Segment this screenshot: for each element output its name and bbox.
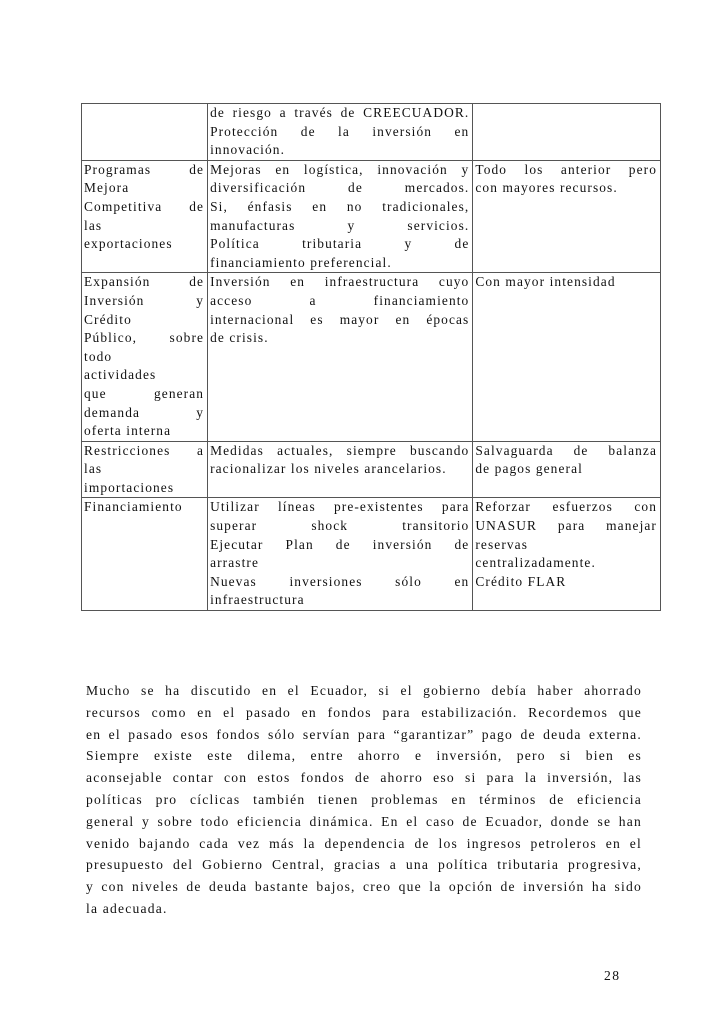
table-cell-recommendation [473,160,661,273]
paragraph-line: y con niveles de deuda bastante bajos, creo que la opción de inversión ha sido [86,879,642,895]
cell-text-line: importaciones [84,479,175,495]
cell-text-line: UNASUR para manejar [475,518,657,534]
cell-text-line: Inversión y [84,292,205,308]
cell-text-line: Expansión de [84,274,205,290]
cell-text-line: internacional es mayor en épocas [210,311,470,327]
table-cell-instrument [82,273,208,441]
cell-text-line: acceso a financiamiento [210,292,470,308]
table-cell-measures [208,441,473,498]
cell-text-line: de crisis. [210,330,269,346]
table-cell-recommendation [473,273,661,441]
cell-text-line: Con mayor intensidad [475,274,616,290]
cell-text-line: de pagos general [475,461,583,477]
cell-text-line: diversificación de mercados. [210,180,470,196]
table-cell-instrument [82,441,208,498]
cell-text-line: las [84,461,103,477]
cell-text-line: Salvaguarda de balanza [475,442,657,458]
policy-table-body [82,104,661,611]
cell-text-line: Mejora [84,180,130,196]
cell-text-line: todo [84,348,113,364]
paragraph-line: la adecuada. [86,900,168,916]
table-cell-instrument [82,160,208,273]
cell-text-line: centralizadamente. [475,555,596,571]
cell-text-line: Política tributaria y de [210,236,470,252]
cell-text-line: infraestructura [210,592,305,608]
paragraph-line: aconsejable contar con estos fondos de ahorro eso si para la inversión, las [86,770,642,786]
cell-text-line: innovación. [210,142,286,158]
cell-text-line: Financiamiento [84,499,183,515]
table-cell-measures [208,498,473,611]
table-row [82,441,661,498]
table-row [82,273,661,441]
paragraph-line: políticas pro cíclicas también tienen problemas en términos de eficiencia [86,791,642,807]
cell-text-line: de riesgo a través de CREECUADOR. [210,105,470,120]
cell-text-line: Crédito FLAR [475,573,567,589]
cell-text-line: Inversión en infraestructura cuyo [210,274,470,290]
cell-text-line: las [84,217,103,233]
table-cell-measures [208,104,473,161]
cell-text-line: Medidas actuales, siempre buscando [210,442,470,458]
table-cell-recommendation [473,104,661,161]
table-cell-measures [208,160,473,273]
cell-text-line: Ejecutar Plan de inversión de [210,536,470,552]
cell-text-line: Mejoras en logística, innovación y [210,161,470,177]
cell-text-line: racionalizar los niveles arancelarios. [210,461,447,477]
table-cell-instrument [82,104,208,161]
cell-text-line: Protección de la inversión en [210,123,470,139]
cell-text-line: Nuevas inversiones sólo en [210,573,470,589]
table-cell-instrument [82,498,208,611]
paragraph-line: recursos como en el pasado en fondos para estabilización. Recordemos que [86,704,642,720]
cell-text-line: reservas [475,536,529,552]
table-row [82,160,661,273]
cell-text-line: Crédito [84,311,132,327]
cell-text-line: exportaciones [84,236,173,252]
table-cell-measures [208,273,473,441]
cell-text-line: con mayores recursos. [475,180,618,196]
page-number: 28 [604,968,621,983]
policy-table [81,103,661,611]
cell-text-line: Reforzar esfuerzos con [475,499,657,515]
cell-text-line: Restricciones a [84,442,205,458]
cell-text-line: oferta interna [84,423,172,439]
cell-text-line: manufacturas y servicios. [210,217,470,233]
table-cell-recommendation [473,498,661,611]
cell-text-line: Competitiva de [84,198,205,214]
paragraph-line: Mucho se ha discutido en el Ecuador, si el gobierno debía haber ahorrado [86,683,642,698]
paragraph-line: en el pasado esos fondos sólo servían para “garantizar” pago de deuda externa. [86,726,642,742]
cell-text-line: Si, énfasis en no tradicionales, [210,198,470,214]
paragraph-line: Siempre existe este dilema, entre ahorro e inversión, pero si bien es [86,748,642,764]
cell-text-line: actividades [84,367,157,383]
cell-text-line: Todo los anterior pero [475,161,657,177]
cell-text-line: que generan [84,385,205,401]
cell-text-line: arrastre [210,555,260,571]
cell-text-line: superar shock transitorio [210,518,470,534]
cell-text-line: Programas de [84,161,205,177]
cell-text-line: financiamiento preferencial. [210,254,392,270]
cell-text-line: Utilizar líneas pre-existentes para [210,499,470,515]
table-cell-recommendation [473,441,661,498]
table-row [82,498,661,611]
cell-text-line: demanda y [84,404,205,420]
paragraph-line: venido bajando cada vez más la dependencia de los ingresos petroleros en el [86,835,642,851]
body-paragraph [86,680,642,920]
paragraph-line: presupuesto del Gobierno Central, gracias a una política tributaria progresiva, [86,857,642,873]
table-row [82,104,661,161]
paragraph-line: general y sobre todo eficiencia dinámica. En el caso de Ecuador, donde se han [86,813,642,829]
cell-text-line: Público, sobre [84,330,205,346]
